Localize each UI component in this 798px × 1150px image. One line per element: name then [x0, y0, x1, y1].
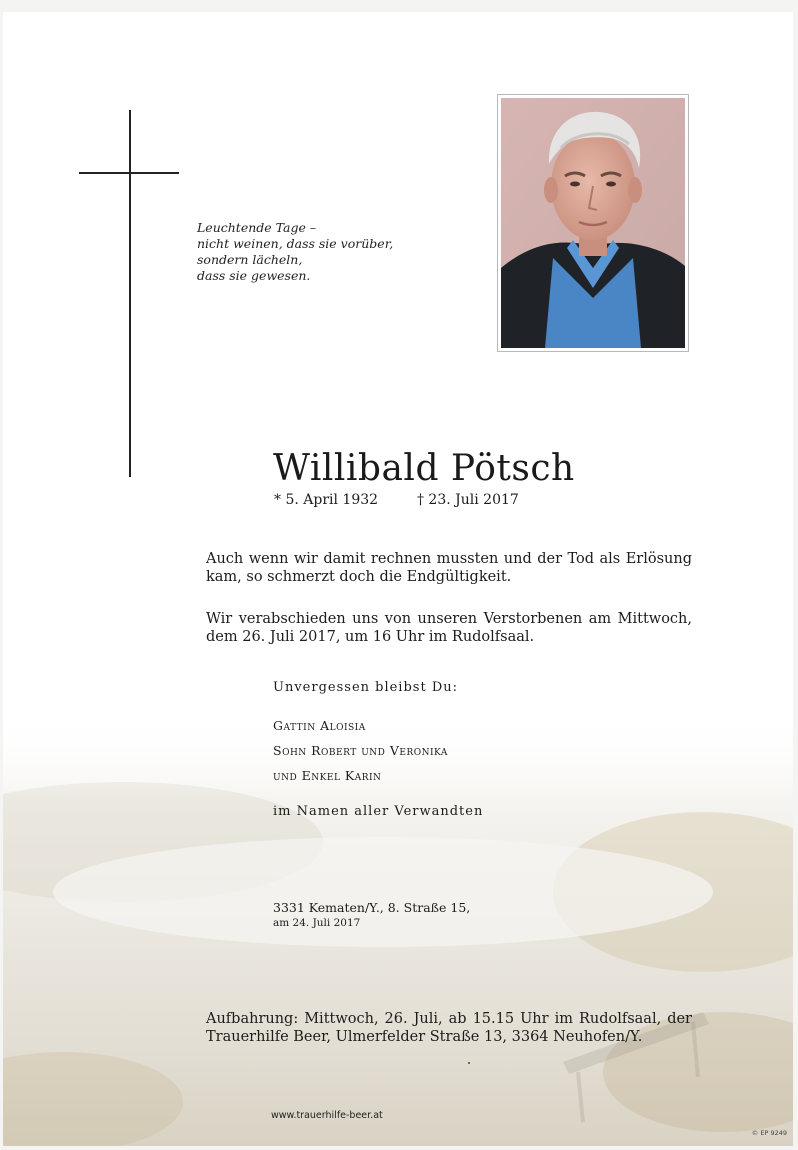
place-date: am 24. Juli 2017: [273, 917, 361, 929]
poem-line: dass sie gewesen.: [197, 268, 311, 283]
obituary-card: [3, 12, 793, 1146]
farewell-paragraph: Wir verabschieden uns von unseren Verstorbenen am Mittwoch, dem 26. Juli 2017, um 16 Uhr im Rudolfsaal.: [206, 611, 692, 645]
mourners-heading: Unvergessen bleibst Du:: [273, 680, 458, 695]
cross-horizontal: [79, 172, 179, 174]
poem: [197, 220, 393, 284]
print-code: © EP 9249: [751, 1129, 787, 1137]
mourner-line: und Enkel Karin: [273, 768, 382, 783]
condolence-paragraph: Auch wenn wir damit rechnen mussten und der Tod als Erlösung kam, so schmerzt doch die Endgültigkeit.: [206, 551, 692, 585]
mourners-footer: im Namen aller Verwandten: [273, 804, 484, 819]
death-symbol: †: [416, 492, 424, 508]
address: 3331 Kematen/Y., 8. Straße 15,: [273, 900, 471, 915]
website-link[interactable]: www.trauerhilfe-beer.at: [271, 1110, 383, 1121]
birth-date: 5. April 1932: [285, 492, 379, 508]
death-date: 23. Juli 2017: [428, 492, 519, 508]
birth-symbol: *: [274, 492, 281, 508]
poem-line: Leuchtende Tage –: [197, 220, 317, 235]
viewing-info: Aufbahrung: Mittwoch, 26. Juli, ab 15.15 Uhr im Rudolfsaal, der Trauerhilfe Beer, Ulmerfelder Straße 13, 3364 Neuhofen/Y.: [206, 1011, 692, 1045]
portrait-image: [501, 98, 685, 348]
deceased-name: Willibald Pötsch: [273, 448, 575, 489]
portrait-photo: [497, 94, 689, 352]
mourner-line: Gattin Aloisia: [273, 718, 366, 733]
life-dates: [274, 492, 519, 508]
poem-line: sondern lächeln,: [197, 252, 303, 267]
poem-line: nicht weinen, dass sie vorüber,: [197, 236, 394, 251]
cross-vertical: [129, 110, 131, 477]
decorative-dot: [468, 1062, 470, 1064]
mourner-line: Sohn Robert und Veronika: [273, 743, 448, 758]
